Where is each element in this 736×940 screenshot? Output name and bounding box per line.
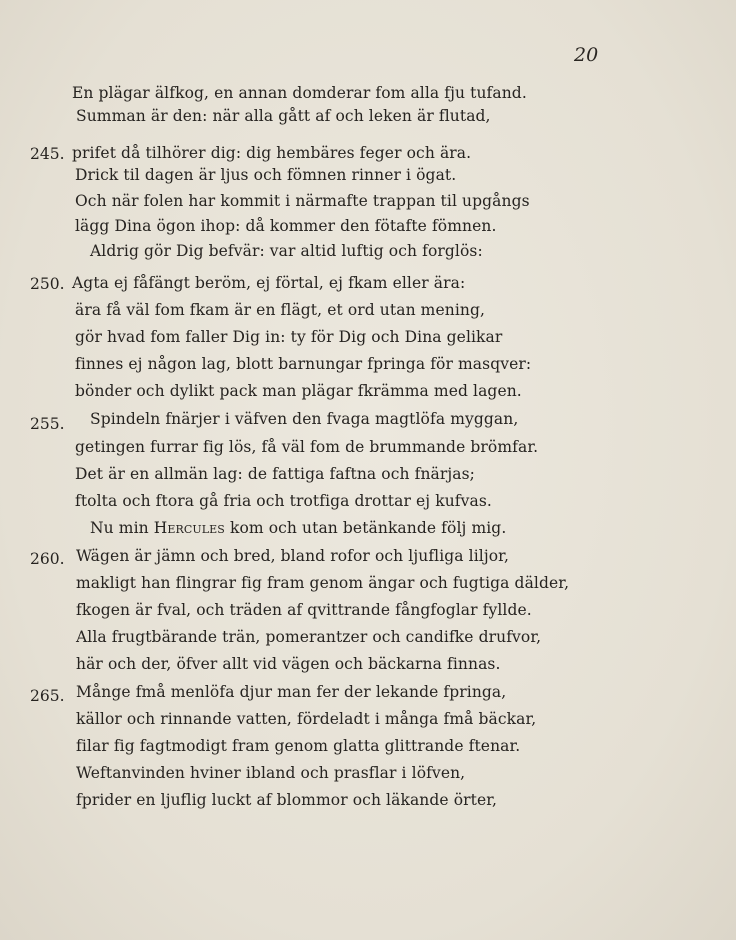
verse-line: prifet då tilhörer dig: dig hembäres feger och ära. <box>72 144 472 162</box>
verse-line: filar fig fagtmodigt fram genom glatta glittrande ftenar. <box>76 737 521 755</box>
verse-line: här och der, öfver allt vid vägen och bäckarna finnas. <box>76 655 501 673</box>
verse-line: bönder och dylikt pack man plägar fkrämma med lagen. <box>75 382 522 400</box>
verse-line: Drick til dagen är ljus och fömnen rinner i ögat. <box>75 166 457 184</box>
verse-line: ftolta och ftora gå fria och trotfiga drottar ej kufvas. <box>75 492 492 510</box>
verse-line: Wägen är jämn och bred, bland rofor och ljufliga liljor, <box>76 547 510 565</box>
verse-line: getingen furrar fig lös, få väl fom de brummande brömfar. <box>75 438 539 456</box>
verse-line <box>90 518 506 538</box>
verse-text: Nu min <box>90 519 154 537</box>
verse-line: Och när folen har kommit i närmafte trappan til upgångs <box>75 192 530 210</box>
verse-line: gör hvad fom faller Dig in: ty för Dig och Dina gelikar <box>75 328 503 346</box>
verse-line: Summan är den: när alla gått af och leken är flutad, <box>76 107 491 125</box>
line-number: 255. <box>30 415 65 433</box>
verse-line: En plägar älfkog, en annan domderar fom alla fju tufand. <box>72 84 527 102</box>
line-number: 265. <box>30 687 65 705</box>
page-number: 20 <box>574 44 599 66</box>
verse-line: fprider en ljuflig luckt af blommor och läkande örter, <box>76 791 498 809</box>
verse-line: Aldrig gör Dig befvär: var altid luftig och forglös: <box>90 242 483 260</box>
verse-line: makligt han flingrar fig fram genom ängar och fugtiga dälder, <box>76 574 570 592</box>
verse-line: finnes ej någon lag, blott barnungar fpringa för masqver: <box>75 355 532 373</box>
verse-line: Det är en allmän lag: de fattiga faftna och fnärjas; <box>75 465 476 483</box>
verse-line: Månge fmå menlöfa djur man fer der lekande fpringa, <box>76 683 507 701</box>
verse-line: Alla frugtbärande trän, pomerantzer och candifke drufvor, <box>76 628 542 646</box>
verse-text: kom och utan betänkande följ mig. <box>224 519 507 537</box>
verse-line: Weftanvinden hviner ibland och prasflar i löfven, <box>76 764 466 782</box>
line-number: 245. <box>30 145 65 163</box>
verse-line: fkogen är fval, och träden af qvittrande fångfoglar fyllde. <box>76 601 532 619</box>
verse-line: källor och rinnande vatten, fördeladt i många fmå bäckar, <box>76 710 537 728</box>
verse-line: lägg Dina ögon ihop: då kommer den fötafte fömnen. <box>75 217 497 235</box>
verse-line: Spindeln fnärjer i väfven den fvaga magtlöfa myggan, <box>90 410 519 428</box>
verse-line: ära få väl fom fkam är en flägt, et ord utan mening, <box>75 301 486 319</box>
name-small-caps: Hercules <box>153 519 225 537</box>
line-number: 260. <box>30 550 65 568</box>
verse-line: Agta ej fåfängt beröm, ej förtal, ej fkam eller ära: <box>72 274 466 292</box>
line-number: 250. <box>30 275 65 293</box>
